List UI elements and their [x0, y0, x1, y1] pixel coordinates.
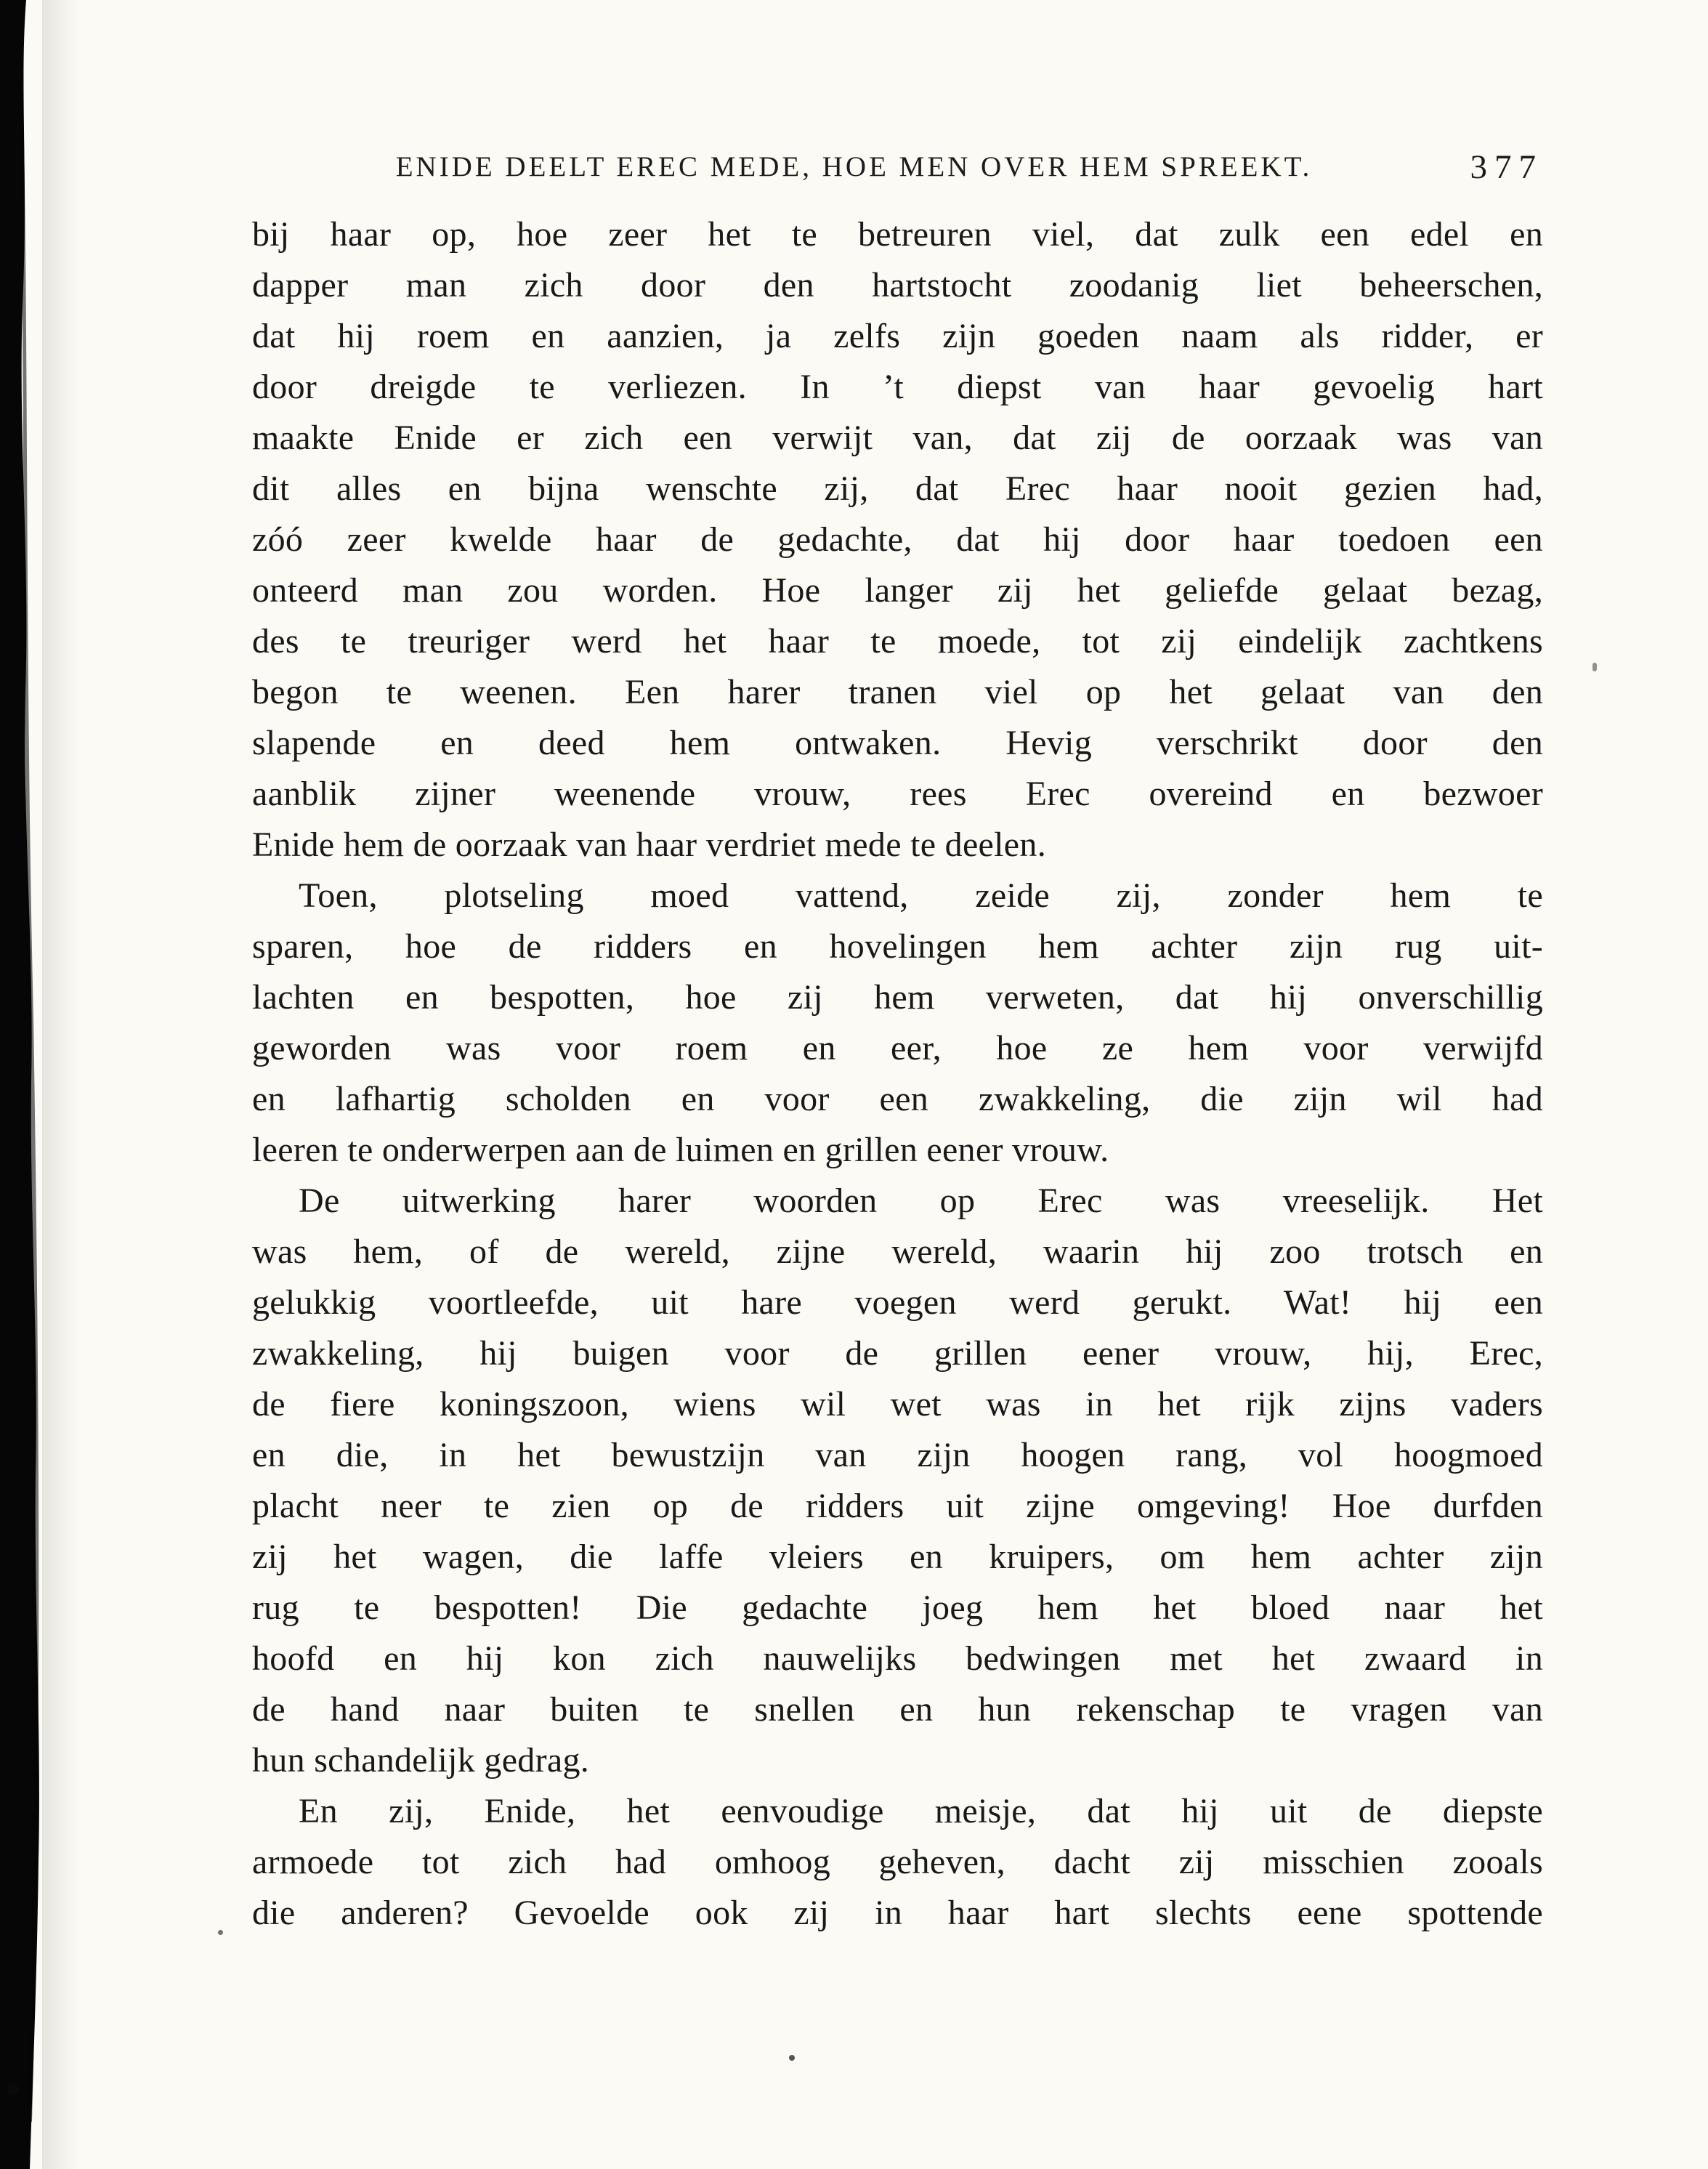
text-line: placht neer te zien op de ridders uit zijne omgeving! Hoe durfden	[252, 1487, 1543, 1525]
text-line: zóó zeer kwelde haar de gedachte, dat hij door haar toedoen een	[252, 520, 1543, 559]
page-header	[252, 145, 1543, 196]
text-line: sparen, hoe de ridders en hovelingen hem achter zijn rug uit-	[252, 927, 1543, 966]
text-line: slapende en deed hem ontwaken. Hevig verschrikt door den	[252, 724, 1543, 762]
text-line: bij haar op, hoe zeer het te betreuren viel, dat zulk een edel en	[252, 215, 1543, 254]
text-line: des te treuriger werd het haar te moede, tot zij eindelijk zachtkens	[252, 622, 1543, 661]
text-line: leeren te onderwerpen aan de luimen en grillen eener vrouw.	[252, 1131, 1109, 1169]
text-line: aanblik zijner weenende vrouw, rees Erec overeind en bezwoer	[252, 775, 1543, 813]
text-line: onteerd man zou worden. Hoe langer zij het geliefde gelaat bezag,	[252, 571, 1543, 610]
text-line: de fiere koningszoon, wiens wil wet was in het rijk zijns vaders	[252, 1385, 1543, 1423]
text-line: hun schandelijk gedrag.	[252, 1741, 590, 1780]
text-line: hoofd en hij kon zich nauwelijks bedwingen met het zwaard in	[252, 1639, 1543, 1678]
paragraph-2	[252, 871, 1543, 1176]
binding-shadow	[0, 0, 65, 2169]
scan-speckle	[1592, 663, 1597, 671]
text-line: die anderen? Gevoelde ook zij in haar hart slechts eene spottende	[252, 1894, 1543, 1932]
text-line: gelukkig voortleefde, uit hare voegen werd gerukt. Wat! hij een	[252, 1283, 1543, 1322]
text-line: dat hij roem en aanzien, ja zelfs zijn goeden naam als ridder, er	[252, 317, 1543, 355]
text-line: dapper man zich door den hartstocht zoodanig liet beheerschen,	[252, 266, 1543, 304]
paragraph-3	[252, 1176, 1543, 1786]
text-line: en lafhartig scholden en voor een zwakkeling, die zijn wil had	[252, 1080, 1543, 1118]
paragraph-1	[252, 209, 1543, 871]
text-line: armoede tot zich had omhoog geheven, dacht zij misschien zooals	[252, 1843, 1543, 1881]
text-line: door dreigde te verliezen. In ’t diepst van haar gevoelig hart	[252, 368, 1543, 406]
text-line: de hand naar buiten te snellen en hun rekenschap te vragen van	[252, 1690, 1543, 1729]
scan-speckle	[218, 1930, 223, 1935]
text-line: geworden was voor roem en eer, hoe ze hem voor verwijfd	[252, 1029, 1543, 1067]
text-line: dit alles en bijna wenschte zij, dat Erec haar nooit gezien had,	[252, 469, 1543, 508]
paragraph-4	[252, 1786, 1543, 1939]
page-number: 377	[1470, 148, 1543, 186]
scan-speckle	[789, 2055, 795, 2061]
text-line: Toen, plotseling moed vattend, zeide zij, zonder hem te	[299, 876, 1543, 915]
text-line: rug te bespotten! Die gedachte joeg hem het bloed naar het	[252, 1588, 1543, 1627]
text-line: maakte Enide er zich een verwijt van, dat zij de oorzaak was van	[252, 419, 1543, 457]
text-line: zij het wagen, die laffe vleiers en kruipers, om hem achter zijn	[252, 1538, 1543, 1576]
scan-speckle	[7, 2084, 19, 2096]
text-line: begon te weenen. Een harer tranen viel op het gelaat van den	[252, 673, 1543, 711]
text-line: Enide hem de oorzaak van haar verdriet mede te deelen.	[252, 825, 1046, 864]
text-line: En zij, Enide, het eenvoudige meisje, dat hij uit de diepste	[299, 1792, 1543, 1830]
text-line: was hem, of de wereld, zijne wereld, waarin hij zoo trotsch en	[252, 1232, 1543, 1271]
running-header: ENIDE DEELT EREC MEDE, HOE MEN OVER HEM SPREEKT.	[395, 151, 1313, 182]
text-line: lachten en bespotten, hoe zij hem verweten, dat hij onverschillig	[252, 978, 1543, 1017]
text-line: De uitwerking harer woorden op Erec was vreeselijk. Het	[299, 1182, 1543, 1220]
text-line: zwakkeling, hij buigen voor de grillen eener vrouw, hij, Erec,	[252, 1334, 1543, 1373]
page-body	[252, 209, 1543, 1939]
text-line: en die, in het bewustzijn van zijn hoogen rang, vol hoogmoed	[252, 1436, 1543, 1474]
